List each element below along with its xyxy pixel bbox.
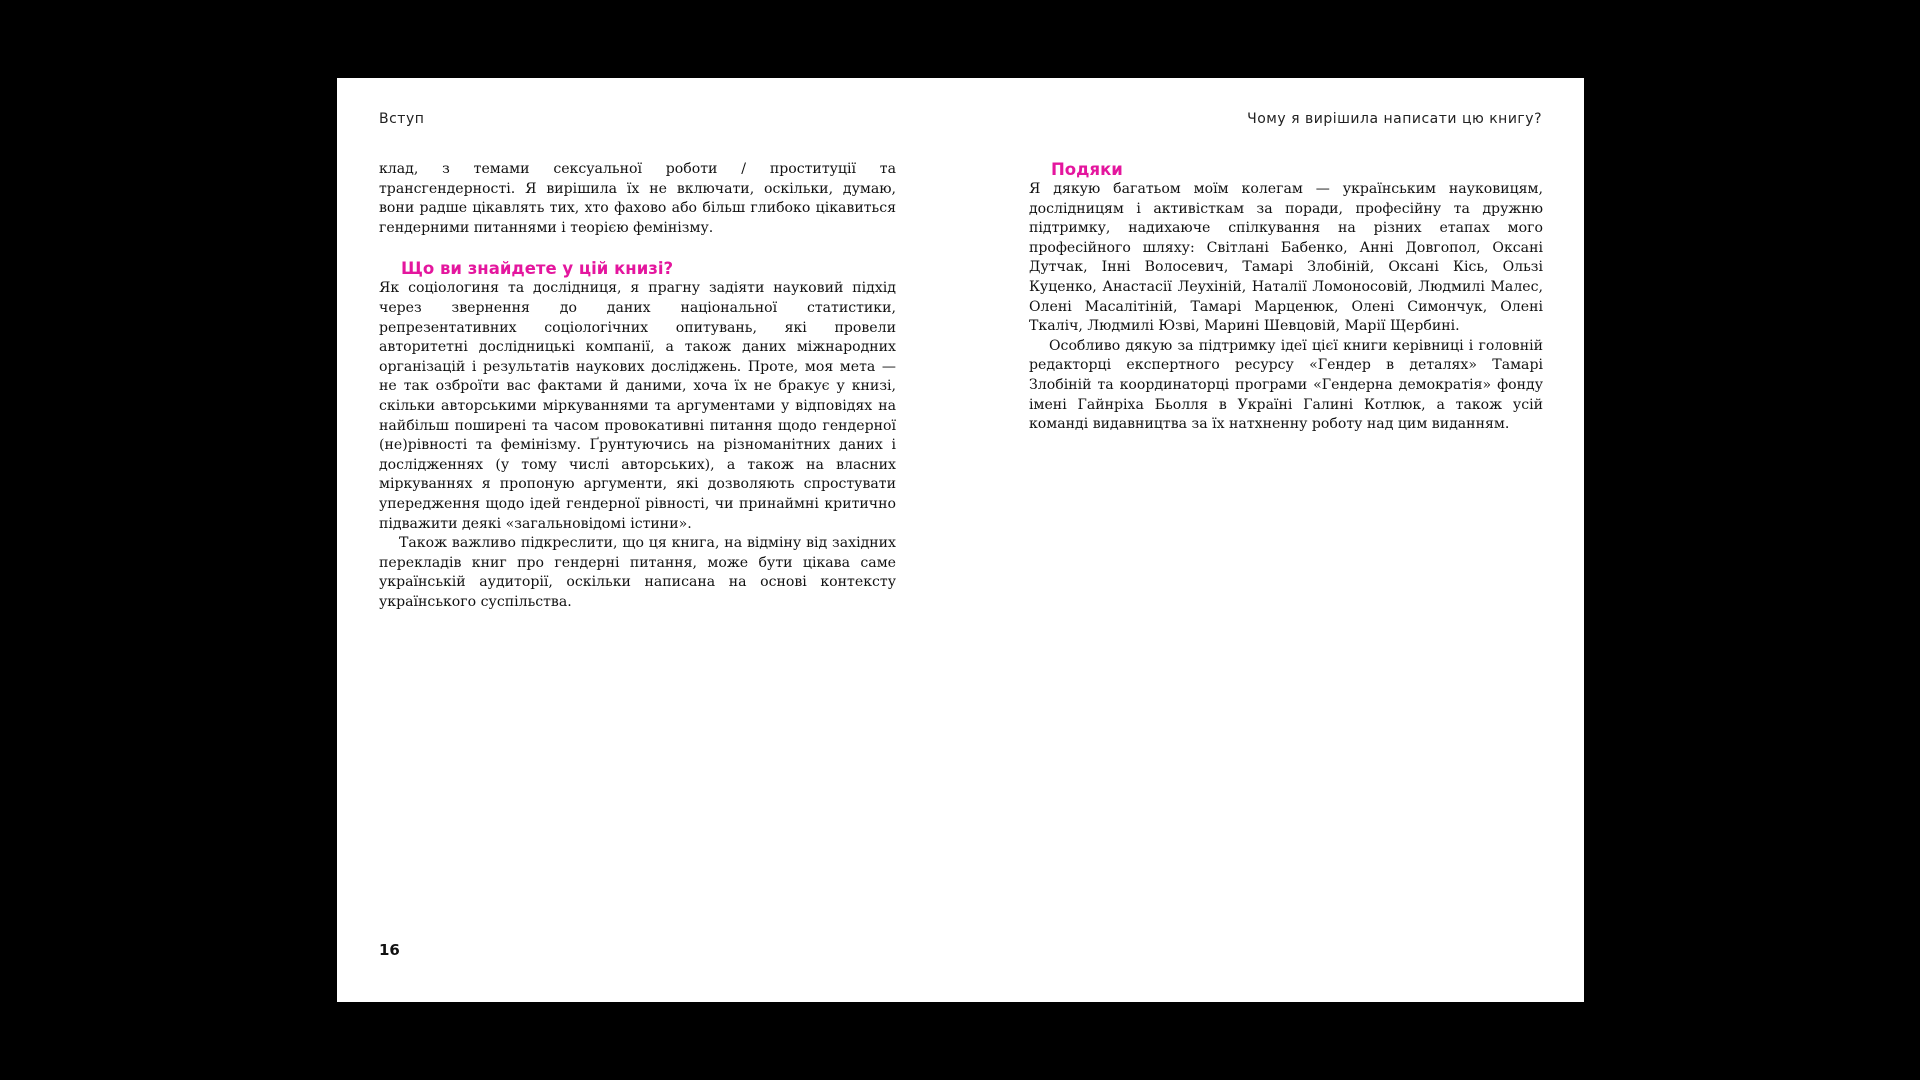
- section-heading-acknowledgements: Подяки: [1051, 160, 1123, 179]
- body-paragraph: Також важливо підкреслити, що ця книга, на відміну від західних перекладів книг про гендерні питання, може бути цікава саме українській аудиторії, оскільки написана на основі контексту українського суспільства.: [379, 535, 896, 610]
- body-paragraph: Як соціологиня та дослідниця, я прагну задіяти науковий підхід через звернення до даних національної статистики, репрезентативних соціологічних опитувань, які провели авторитетні дослідницькі компанії, а також даних міжнародних організацій і результатів наукових досліджень. Проте, моя мета — не так озброїти вас фактами й даними, хоча їх не бракує у книзі, скільки авторськими міркуваннями та аргументами у відповідях на найбільш поширені та часом провокативні питання щодо гендерної (не)рівності та фемінізму. Ґрунтуючись на різноманітних даних і дослідженнях (у тому числі авторських), а також на власних міркуваннях я пропоную аргументи, які дозволяють спростувати упередження щодо ідей гендерної рівності, чи принаймні критично підважити деякі «загальновідомі істини».: [379, 280, 896, 532]
- left-text-column: [379, 160, 896, 612]
- page-number: 16: [379, 941, 400, 959]
- continuation-paragraph: клад, з темами сексуальної роботи / проституції та трансгендерності. Я вирішила їх не включати, оскільки, думаю, вони радше цікавлять тих, хто фахово або більш глибоко цікавиться гендерними питаннями і теорією фемінізму.: [379, 161, 896, 236]
- running-head-left: Вступ: [379, 111, 425, 127]
- right-text-column: [1029, 160, 1543, 435]
- body-paragraph: Особливо дякую за підтримку ідеї цієї книги керівниці і головній редакторці експертного ресурсу «Гендер в деталях» Тамарі Злобіній та координаторці програми «Гендерна демократія» фонду імені Гайнріха Бьолля в Україні Галині Котлюк, а також усій команді видавництва за їх натхненну роботу над цим виданням.: [1029, 337, 1543, 433]
- section-heading-what-you-will-find: Що ви знайдете у цій книзі?: [401, 259, 674, 279]
- book-page-spread: [337, 78, 1584, 1002]
- running-head-right: Чому я вирішила написати цю книгу?: [1247, 111, 1542, 127]
- body-paragraph: Я дякую багатьом моїм колегам — українським науковицям, дослідницям і активісткам за поради, професійну та дружню підтримку, надихаюче спілкування на різних етапах мого професійного шляху: Світлані Бабенко, Анні Довгопол, Оксані Дутчак, Інні Волосевич, Тамарі Злобіній, Оксані Кісь, Ользі Куценко, Анастасії Леухіній, Наталії Ломоносовій, Людмилі Малес, Олені Масалітіній, Тамарі Марценюк, Олені Симончук, Олені Ткаліч, Людмилі Юзві, Марині Шевцовій, Марії Щербині.: [1029, 181, 1543, 335]
